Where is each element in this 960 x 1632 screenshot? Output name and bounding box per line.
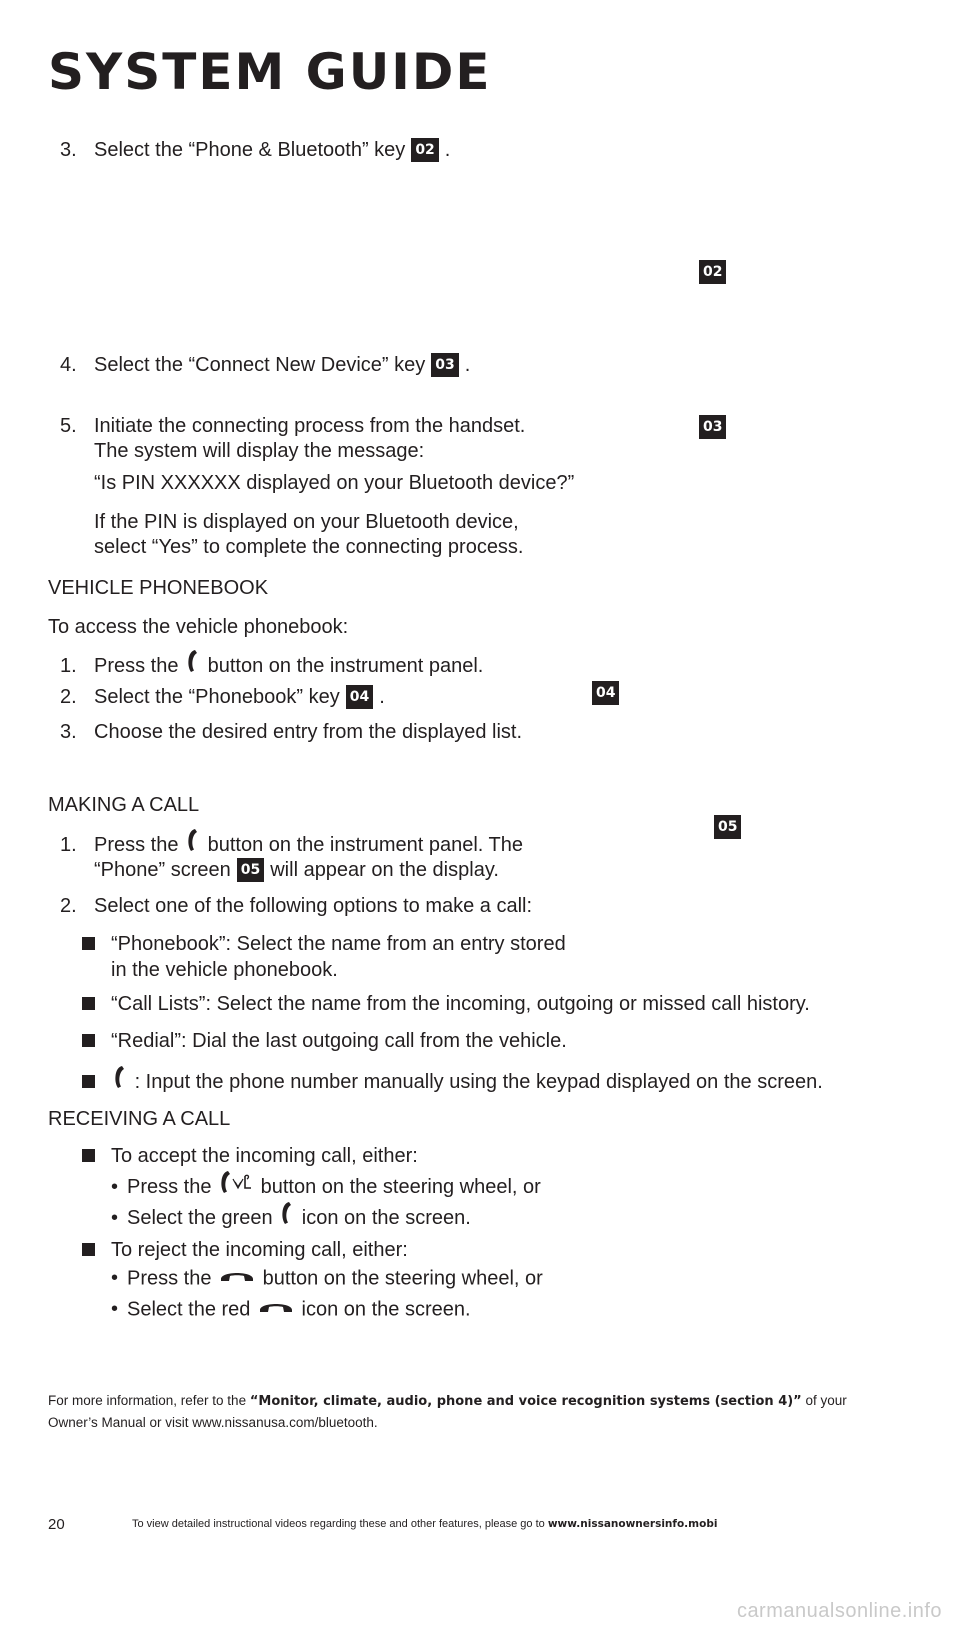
footnote: [48, 1390, 908, 1433]
watermark: carmanualsonline.info: [736, 1600, 942, 1622]
square-bullet-icon: [82, 937, 95, 950]
badge-02: 02: [411, 138, 438, 162]
step-number: 2.: [60, 895, 77, 917]
callout-03: 03: [699, 415, 726, 439]
step-5-line-3: “Is PIN XXXXXX displayed on your Bluetooth device?”: [94, 472, 575, 494]
step-text: “Phone” screen: [94, 859, 231, 881]
option-text: Select the green: [127, 1206, 273, 1229]
option-phonebook: [82, 931, 566, 957]
step-5: [60, 413, 525, 439]
option-text: Select the red: [127, 1298, 251, 1321]
step-text: Choose the desired entry from the displayed list.: [94, 721, 522, 743]
option-text-end: button on the steering wheel, or: [262, 1267, 543, 1290]
step-number: 3.: [60, 139, 77, 161]
phone-icon: [280, 1201, 294, 1232]
square-bullet-icon: [82, 1034, 95, 1047]
option-text: Press the: [127, 1267, 212, 1290]
step-number: 1.: [60, 654, 77, 677]
option-text: “Phonebook”: Select the name from an entry stored: [111, 933, 566, 955]
step-end: .: [444, 139, 451, 161]
step-5-line-4: If the PIN is displayed on your Bluetooth device,: [94, 511, 519, 533]
step-text: Select the “Connect New Device” key: [94, 354, 426, 376]
footnote-text-end: of your: [805, 1393, 847, 1408]
bullet: •: [111, 1267, 119, 1290]
step-text-end: button on the instrument panel.: [207, 654, 484, 677]
making-call-step-2: [60, 893, 532, 919]
step-text-end: will appear on the display.: [270, 859, 499, 881]
square-bullet-icon: [82, 1243, 95, 1256]
step-text: Select the “Phonebook” key: [94, 686, 340, 708]
step-text: Press the: [94, 833, 179, 856]
option-text-end: button on the steering wheel, or: [260, 1175, 541, 1198]
step-text: Select one of the following options to make a call:: [94, 895, 533, 917]
square-bullet-icon: [82, 1075, 95, 1088]
reject-option-b: [111, 1295, 471, 1325]
step-text: Select the “Phone & Bluetooth” key: [94, 139, 406, 161]
video-note-text: To view detailed instructional videos regarding these and other features, please go to: [132, 1518, 545, 1530]
callout-02: 02: [699, 260, 726, 284]
video-note: [132, 1518, 717, 1530]
option-phonebook-line-2: in the vehicle phonebook.: [111, 959, 338, 981]
phonebook-step-2: [60, 684, 385, 711]
reject-text: To reject the incoming call, either:: [111, 1239, 408, 1261]
option-text: “Redial”: Dial the last outgoing call from the vehicle.: [111, 1030, 567, 1052]
phonebook-step-1: [60, 649, 483, 684]
square-bullet-icon: [82, 1149, 95, 1162]
phonebook-intro: To access the vehicle phonebook:: [48, 616, 349, 638]
hang-up-icon: [258, 1295, 294, 1321]
accept-option-a: [111, 1170, 541, 1205]
accept-option-b: [111, 1201, 471, 1236]
option-text-end: icon on the screen.: [301, 1206, 471, 1229]
option-text: “Call Lists”: Select the name from the incoming, outgoing or missed call history.: [111, 993, 810, 1015]
square-bullet-icon: [82, 997, 95, 1010]
badge-05: 05: [237, 858, 264, 882]
page-title: SYSTEM GUIDE: [48, 43, 492, 101]
step-3: [48, 137, 450, 164]
hang-up-icon: [219, 1264, 255, 1290]
phonebook-step-3: [60, 719, 522, 745]
section-heading-making-call: MAKING A CALL: [48, 794, 200, 816]
step-5-line-2: The system will display the message:: [94, 440, 425, 462]
option-text: Press the: [127, 1175, 212, 1198]
phone-icon: [186, 649, 200, 680]
footnote-text: For more information, refer to the: [48, 1393, 247, 1408]
phone-icon: [113, 1065, 127, 1096]
making-call-step-1-line-2: [94, 857, 499, 884]
option-redial: [82, 1028, 567, 1054]
step-end: .: [464, 354, 471, 376]
video-note-link[interactable]: www.nissanownersinfo.mobi: [547, 1518, 718, 1530]
badge-03: 03: [431, 353, 458, 377]
step-5-line-5: select “Yes” to complete the connecting process.: [94, 536, 524, 558]
callout-04: 04: [592, 681, 619, 705]
page-number: 20: [48, 1516, 65, 1533]
footnote-line-2: Owner’s Manual or visit www.nissanusa.com/bluetooth.: [48, 1415, 378, 1430]
section-heading-phonebook: VEHICLE PHONEBOOK: [48, 577, 269, 599]
bullet: •: [111, 1298, 119, 1321]
bullet: •: [111, 1175, 119, 1198]
badge-04: 04: [346, 685, 373, 709]
step-number: 3.: [60, 721, 77, 743]
step-4: [48, 352, 470, 379]
bullet: •: [111, 1206, 119, 1229]
step-number: 2.: [60, 686, 77, 708]
option-text: : Input the phone number manually using the keypad displayed on the screen.: [134, 1070, 823, 1093]
option-text-end: icon on the screen.: [301, 1298, 471, 1321]
phone-voice-icon: [219, 1170, 253, 1201]
step-text: Press the: [94, 654, 179, 677]
step-number: 4.: [60, 354, 77, 376]
step-number: 5.: [60, 415, 77, 437]
section-heading-receiving-call: RECEIVING A CALL: [48, 1108, 231, 1130]
accept-text: To accept the incoming call, either:: [111, 1145, 418, 1167]
option-call-lists: [82, 991, 810, 1017]
option-keypad: [82, 1065, 823, 1100]
accept-call: [82, 1143, 418, 1169]
reject-option-a: [111, 1264, 543, 1294]
reject-call: [82, 1237, 408, 1263]
step-end: .: [379, 686, 385, 708]
phone-icon: [186, 828, 200, 859]
footnote-section-reference: “Monitor, climate, audio, phone and voice recognition systems (section 4)”: [249, 1394, 802, 1409]
callout-05: 05: [714, 815, 741, 839]
step-5-line-1: Initiate the connecting process from the handset.: [94, 415, 526, 437]
step-text-end: button on the instrument panel. The: [207, 833, 524, 856]
step-number: 1.: [60, 833, 77, 856]
